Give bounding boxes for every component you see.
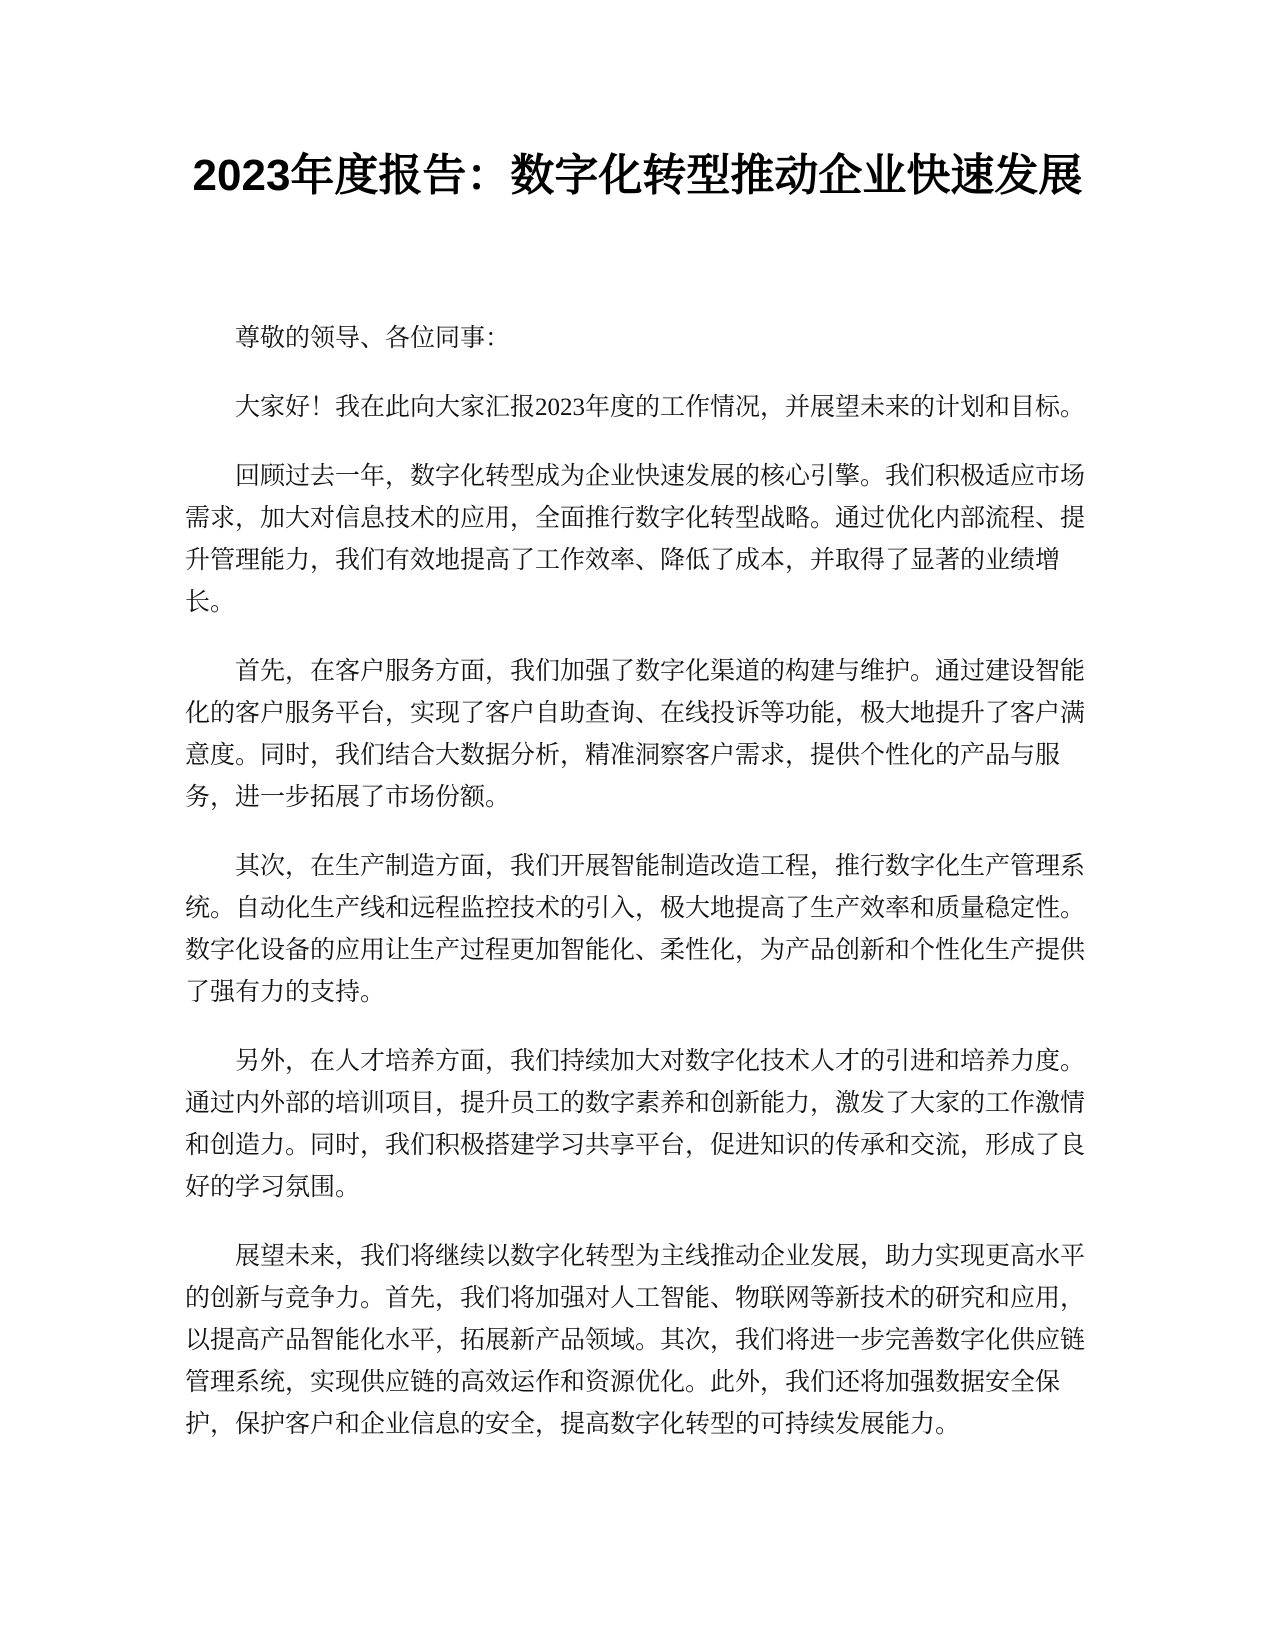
paragraph-manufacturing: 其次，在生产制造方面，我们开展智能制造改造工程，推行数字化生产管理系统。自动化生产线和远程监控技术的引入，极大地提高了生产效率和质量稳定性。数字化设备的应用让生产过程更加智能化、柔性化，为产品创新和个性化生产提供了强有力的支持。 (185, 853, 1086, 1006)
paragraph-greeting: 大家好！我在此向大家汇报2023年度的工作情况，并展望未来的计划和目标。 (235, 394, 1086, 421)
paragraph-outlook: 展望未来，我们将继续以数字化转型为主线推动企业发展，助力实现更高水平的创新与竞争力。首先，我们将加强对人工智能、物联网等新技术的研究和应用，以提高产品智能化水平，拓展新产品领域。其次，我们将进一步完善数字化供应链管理系统，实现供应链的高效运作和资源优化。此外，我们还将加强数据安全保护，保护客户和企业信息的安全，提高数字化转型的可持续发展能力。 (185, 1243, 1086, 1438)
paragraph-review: 回顾过去一年，数字化转型成为企业快速发展的核心引擎。我们积极适应市场需求，加大对信息技术的应用，全面推行数字化转型战略。通过优化内部流程、提升管理能力，我们有效地提高了工作效率、降低了成本，并取得了显著的业绩增长。 (185, 463, 1086, 616)
salutation: 尊敬的领导、各位同事： (235, 325, 511, 352)
document-title: 2023年度报告：数字化转型推动企业快速发展 (192, 151, 1083, 200)
paragraph-customer-service: 首先，在客户服务方面，我们加强了数字化渠道的构建与维护。通过建设智能化的客户服务平台，实现了客户自助查询、在线投诉等功能，极大地提升了客户满意度。同时，我们结合大数据分析，精准洞察客户需求，提供个性化的产品与服务，进一步拓展了市场份额。 (185, 658, 1086, 811)
paragraph-talent: 另外，在人才培养方面，我们持续加大对数字化技术人才的引进和培养力度。通过内外部的培训项目，提升员工的数字素养和创新能力，激发了大家的工作激情和创造力。同时，我们积极搭建学习共享平台，促进知识的传承和交流，形成了良好的学习氛围。 (185, 1048, 1086, 1201)
document-body (185, 318, 1090, 1473)
